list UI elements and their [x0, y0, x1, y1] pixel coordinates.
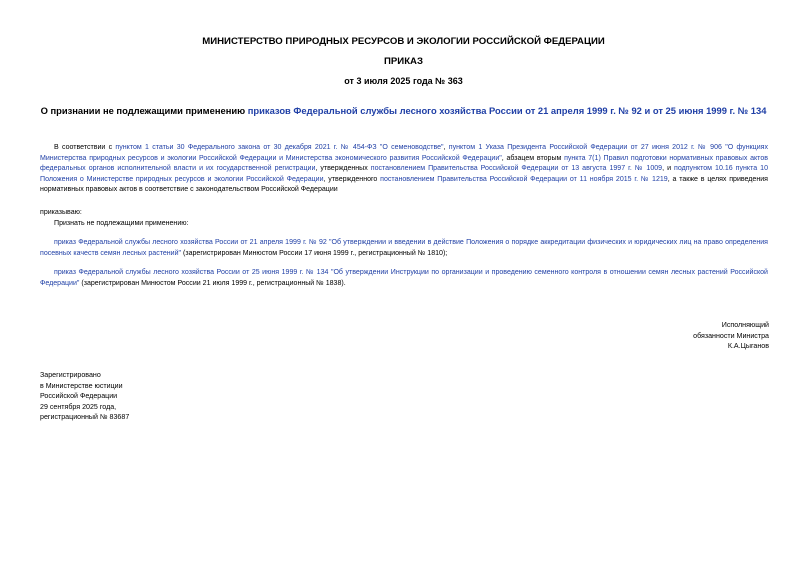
doc-type-heading: ПРИКАЗ [384, 56, 423, 67]
order-word: приказываю: [40, 209, 82, 216]
signature-block [569, 320, 769, 352]
preamble-link-rules[interactable]: пункта 7(1) Правил подготовки нормативных правовых актов федеральных органов исполнительной власти и их государственной регистрации [40, 154, 768, 173]
preamble-link-resolution-1009[interactable]: постановлением Правительства Российской Федерации от 13 августа 1997 г. № 1009 [370, 165, 663, 173]
title-link[interactable]: приказов Федеральной службы лесного хозяйства России от 21 апреля 1999 г. № 92 и от 25 июня 1999 г. № 134 [247, 105, 767, 116]
doc-date-number: от 3 июля 2025 года № 363 [344, 76, 463, 86]
list-item-order-92 [40, 238, 768, 259]
preamble-text-2: , [443, 144, 449, 151]
registration-line-3: Российской Федерации [40, 392, 118, 401]
preamble-text-6: , утвержденного [323, 175, 381, 183]
preamble-text-7: , а также в целях приведения нормативных правовых актов в соответствие с законодательством Российской Федерации [40, 175, 768, 194]
registration-line-1: Зарегистрировано [40, 371, 101, 379]
signature-line-1: Исполняющий [721, 321, 769, 329]
document-title [40, 105, 767, 116]
item1-rest: (зарегистрирован Минюстом России 17 июня 1999 г., регистрационный № 1810); [181, 249, 448, 257]
preamble-text-5: , и [662, 165, 675, 173]
registration-line-2: в Министерстве юстиции [40, 381, 123, 390]
list-item-order-134 [40, 268, 768, 289]
preamble-link-law[interactable]: пунктом 1 статьи 30 Федерального закона от 30 декабря 2021 г. № 454-ФЗ "О семеноводстве" [115, 144, 444, 151]
preamble-link-decree[interactable]: пунктом 1 Указа Президента Российской Федерации от 27 июня 2012 г. № 906 "О функциях Министерства природных ресурсов и экологии Российской Федерации и Министерства экономического развития Российской Федерации" [40, 144, 768, 162]
preamble-link-regulation[interactable]: подпунктом 10.16 пункта 10 Положения о Министерстве природных ресурсов и экологии Российской Федерации [40, 165, 768, 183]
preamble-paragraph [40, 143, 768, 196]
recognize-line: Признать не подлежащими применению: [54, 220, 189, 227]
signature-line-2: обязанности Министра [693, 331, 769, 340]
ministry-heading: МИНИСТЕРСТВО ПРИРОДНЫХ РЕСУРСОВ И ЭКОЛОГИИ РОССИЙСКОЙ ФЕДЕРАЦИИ [202, 36, 605, 47]
preamble-text-4: , утвержденных [315, 165, 371, 173]
signature-name: К.А.Цыганов [727, 342, 769, 350]
registration-block [40, 370, 240, 423]
item2-link[interactable]: приказ Федеральной службы лесного хозяйства России от 25 июня 1999 г. № 134 "Об утверждении Инструкции по организации и проведению семенного контроля в отношении семян лесных растений Российской Федерации" [40, 269, 768, 287]
title-prefix: О признании не подлежащими применению [40, 105, 248, 116]
item1-link[interactable]: приказ Федеральной службы лесного хозяйства России от 21 апреля 1999 г. № 92 "Об утверждении и введении в действие Положения о порядке аккредитации физических и юридических лиц на право определения посевных качеств семян лесных растений" [40, 239, 768, 257]
item2-rest: (зарегистрирован Минюстом России 21 июля 1999 г., регистрационный № 1838). [79, 279, 346, 287]
registration-date: 29 сентября 2025 года, [40, 402, 117, 411]
registration-number: регистрационный № 83687 [40, 413, 130, 422]
preamble-text-3: , абзацем вторым [501, 154, 565, 162]
preamble-text-1: В соответствии с [54, 144, 116, 151]
preamble-link-resolution-1219[interactable]: постановлением Правительства Российской Федерации от 11 ноября 2015 г. № 1219 [380, 175, 668, 183]
